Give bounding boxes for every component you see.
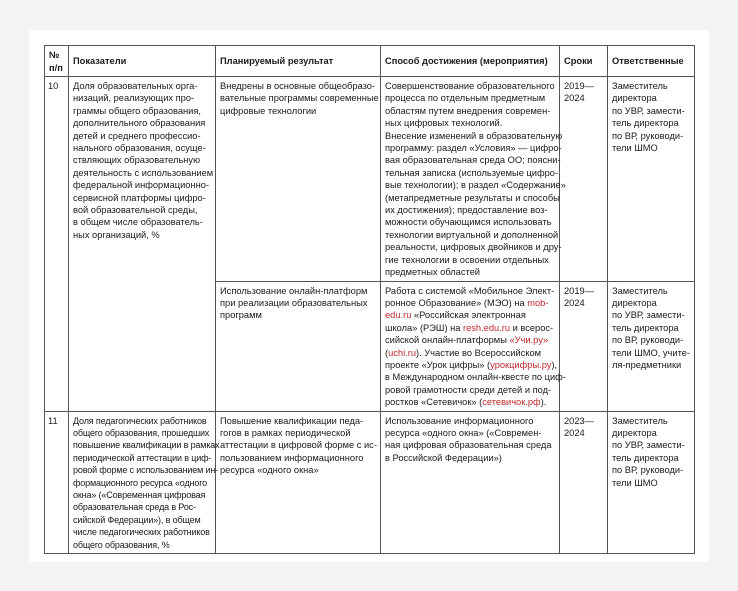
text-line: граммы общего образования, [73, 105, 201, 116]
text-line: в Российской Федерации») [385, 452, 502, 463]
header-planned-result: Планируемый результат [216, 46, 381, 77]
text-line: ростков «Сетевичок» ( [385, 397, 483, 408]
text-line: вой образовательной среды, [73, 205, 198, 216]
text-line: и всерос- [510, 322, 554, 333]
header-number [45, 46, 69, 77]
text-line: цифровые технологии [220, 105, 317, 116]
planned-result-cell [216, 411, 381, 553]
text-line: ных цифровых технологий. [385, 118, 503, 129]
text-line: в Международном онлайн-квесте по циф- [385, 372, 566, 383]
text-line: числе педагогических работников [73, 527, 210, 538]
text-line: вые технологии); в раздел «Содержание» [385, 180, 566, 191]
text-line: ). Участие во Всероссийском [416, 347, 542, 358]
text-line: вательные программы современные [220, 93, 379, 104]
text-line: федеральной информационно- [73, 180, 210, 191]
method-cell [381, 77, 566, 282]
terms-cell [560, 411, 608, 553]
link-mob-edu[interactable]: edu.ru [385, 310, 412, 321]
text-line: окна» («Современная цифровая [73, 490, 206, 500]
text-line: директора [612, 93, 657, 104]
text-line: 2024 [564, 427, 585, 438]
text-line: общего образования, % [73, 539, 170, 550]
text-line: ронное Образование» (МЭО) на [385, 297, 528, 308]
text-line: сервисной платформы цифро- [73, 192, 206, 203]
text-line: ровой форме с использованием ин- [73, 465, 219, 476]
link-uchi-ru[interactable]: uchi.ru [388, 347, 417, 358]
text-line: сийской онлайн-платформы [385, 335, 510, 346]
text-line: директора [612, 427, 657, 438]
text-line: ровой грамотности среди детей и под- [385, 384, 552, 395]
text-line: по ВР, руководи- [612, 465, 684, 476]
text-line: 2024 [564, 297, 585, 308]
text-line: ля-предметники [612, 359, 682, 370]
link-resh-edu[interactable]: resh.edu.ru [463, 322, 511, 333]
text-line: Внесение изменений в образовательную [385, 130, 563, 141]
table-row [45, 411, 695, 553]
text-line: № [49, 50, 60, 61]
text-line: периодической аттестации в циф- [73, 452, 212, 463]
text-line: вая образовательная среда ОО; поясни- [385, 155, 561, 166]
text-line: школа» (РЭШ) на [385, 322, 464, 333]
text-line: детей и среднего профессио- [73, 130, 201, 141]
text-line: реальности, цифровых двойников и дру- [385, 242, 562, 253]
text-line: деятельность с использованием [73, 167, 214, 178]
responsible-cell [608, 411, 695, 553]
text-line: 2024 [564, 93, 585, 104]
text-line: образовательная среда в Рос- [73, 502, 196, 513]
text-line: технологии виртуальной и дополненной [385, 229, 559, 240]
text-line: тели ШМО, учите- [612, 347, 690, 358]
method-cell [381, 411, 560, 553]
header-terms: Сроки [560, 46, 608, 77]
text-line: аттестации в цифровой форме с ис- [220, 440, 377, 451]
text-line: Внедрены в основные общеобразо- [220, 81, 375, 91]
text-line: директора [612, 297, 657, 308]
text-line: гогов в рамках периодической [220, 427, 351, 438]
text-line: Заместитель [612, 81, 668, 91]
text-line: (метапредметные результаты и способы [385, 192, 560, 203]
text-line: ). [540, 397, 547, 408]
document-page [29, 30, 709, 562]
text-line: общего образования, прошедших [73, 427, 210, 438]
text-line: по УВР, замести- [612, 440, 685, 451]
text-line: по ВР, руководи- [612, 335, 684, 346]
text-line: ная цифровая образовательная среда [385, 440, 552, 451]
text-line: ресурса «одного окна» («Современ- [385, 427, 542, 438]
method-cell [381, 281, 566, 411]
text-line: 2023— [564, 415, 594, 426]
text-line: 2019— [564, 81, 594, 91]
text-line: п/п [49, 62, 63, 73]
header-indicator: Показатели [69, 46, 216, 77]
plan-table [44, 45, 695, 554]
text-line: по ВР, руководи- [612, 130, 684, 141]
text-line: областям путем внедрения современ- [385, 105, 551, 116]
text-line: повышение квалификации в рамках [73, 440, 220, 451]
text-line: по УВР, замести- [612, 310, 685, 321]
text-line: ных организаций, % [73, 229, 160, 240]
text-line: ( [385, 347, 389, 358]
text-line: формационного ресурса «одного [73, 477, 208, 488]
table-header-row [45, 46, 695, 77]
planned-result-cell [216, 77, 381, 282]
link-uchi-ru-name[interactable]: «Учи.ру» [509, 335, 549, 346]
text-line: Использование онлайн-платформ [220, 285, 368, 296]
terms-cell [560, 77, 608, 282]
link-mob-edu[interactable]: mob- [527, 297, 549, 308]
row-number: 11 [45, 411, 69, 553]
text-line: ресурса «одного окна» [220, 465, 319, 476]
text-line: тели ШМО [612, 477, 658, 488]
table-row [45, 77, 695, 282]
text-line: тели ШМО [612, 143, 658, 154]
text-line: по УВР, замести- [612, 105, 685, 116]
link-urok-cifry[interactable]: урокцифры.ру [490, 359, 552, 370]
indicator-cell [69, 411, 220, 553]
link-setevichok[interactable]: сетевичок.рф [482, 397, 541, 408]
indicator-cell [69, 77, 216, 412]
text-line: низаций, реализующих про- [73, 93, 195, 104]
responsible-cell [608, 281, 695, 411]
text-line: Заместитель [612, 415, 668, 426]
text-line: тель директора [612, 118, 679, 129]
row-number: 10 [45, 77, 69, 412]
text-line: нального образования, осуще- [73, 143, 206, 154]
text-line: сийской Федерации»), в общем [73, 514, 201, 525]
text-line: Повышение квалификации педа- [220, 415, 364, 426]
text-line: при реализации образовательных [220, 297, 368, 308]
text-line: их достижения); предоставление воз- [385, 205, 548, 216]
text-line: «Российская электронная [411, 310, 526, 321]
text-line: гие технологии в освоении отдельных [385, 254, 549, 265]
text-line: Использование информационного [385, 415, 534, 426]
text-line: ствляющих образовательную [73, 155, 201, 166]
text-line: Доля образовательных орга- [73, 81, 198, 91]
responsible-cell [608, 77, 695, 282]
text-line: тельная записка (используемые цифро- [385, 167, 559, 178]
text-line: 2019— [564, 285, 594, 296]
text-line: пользованием информационного [220, 452, 364, 463]
text-line: в общем числе образователь- [73, 217, 203, 228]
text-line: Заместитель [612, 285, 668, 296]
terms-cell [560, 281, 608, 411]
text-line: процесса по отдельным предметным [385, 93, 546, 104]
header-responsible: Ответственные [608, 46, 695, 77]
text-line: проекте «Урок цифры» ( [385, 359, 491, 370]
text-line: Совершенствование образовательного [385, 81, 555, 91]
text-line: дополнительного образования [73, 118, 206, 129]
text-line: предметных областей [385, 267, 480, 278]
header-method: Способ достижения (мероприятия) [381, 46, 560, 77]
text-line: тель директора [612, 452, 679, 463]
text-line: тель директора [612, 322, 679, 333]
text-line: можности обучающимся использовать [385, 217, 552, 228]
text-line: программу: раздел «Условия» — цифро- [385, 143, 562, 154]
text-line: Работа с системой «Мобильное Элект- [385, 285, 555, 296]
text-line: программ [220, 310, 262, 321]
text-line: ), [551, 359, 558, 370]
text-line: Доля педагогических работников [73, 415, 207, 426]
planned-result-cell [216, 281, 381, 411]
